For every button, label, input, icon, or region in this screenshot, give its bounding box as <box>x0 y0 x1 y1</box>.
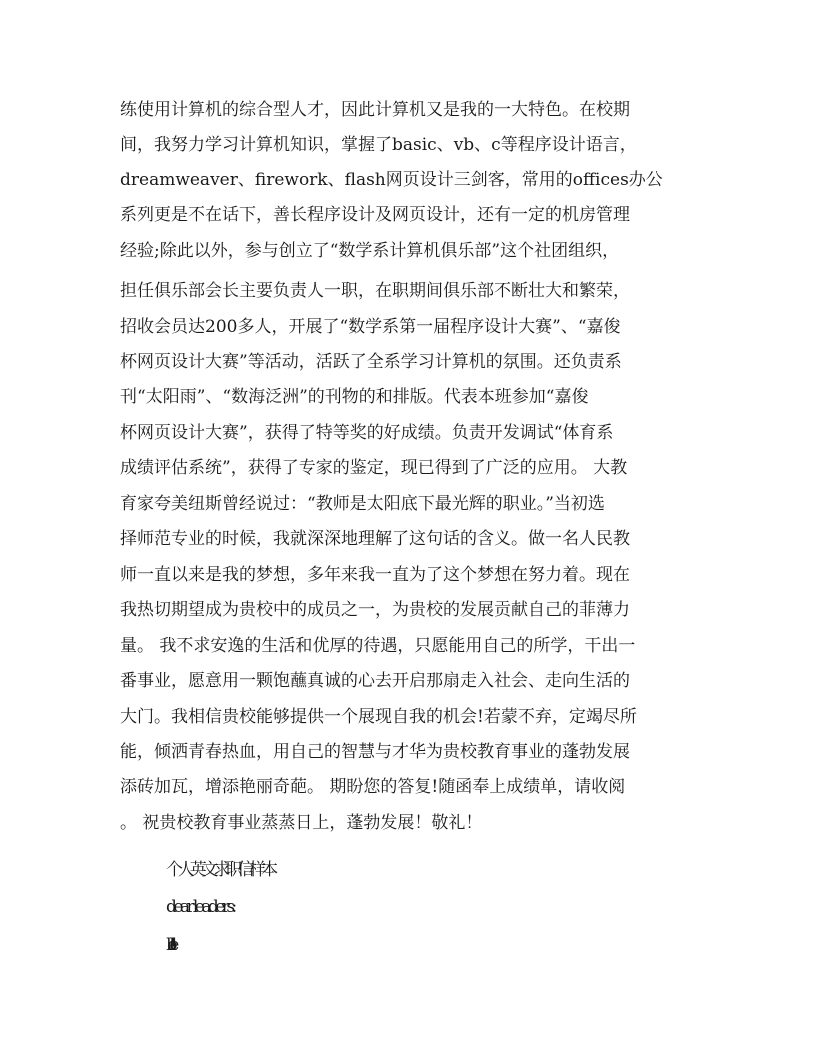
body-line: 能，倾洒青春热血，用自己的智慧与才华为贵校教育事业的蓬勃发展 <box>120 742 630 762</box>
body-line: 招收会员达200多人，开展了“数学系第一届程序设计大赛”、“嘉俊 <box>120 317 621 337</box>
body-line: dreamweaver、firework、flash网页设计三剑客，常用的offices办公 <box>120 170 663 190</box>
body-line: 师一直以来是我的梦想，多年来我一直为了这个梦想在努力着。现在 <box>120 565 630 585</box>
body-line: 我热切期望成为贵校中的成员之一，为贵校的发展贡献自己的菲薄力 <box>120 600 630 620</box>
body-line: 杯网页设计大赛”等活动，活跃了全系学习计算机的氛围。还负责系 <box>120 352 622 372</box>
body-line: 担任俱乐部会长主要负责人一职，在职期间俱乐部不断壮大和繁荣， <box>120 281 630 301</box>
body-line: 番事业，愿意用一颗饱蘸真诚的心去开启那扇走入社会、走向生活的 <box>120 671 630 691</box>
body-line: 杯网页设计大赛”，获得了特等奖的好成绩。负责开发调试“体育系 <box>120 423 614 443</box>
body-line: 经验;除此以外，参与创立了“数学系计算机俱乐部”这个社团组织， <box>120 241 620 261</box>
body-line: 添砖加瓦，增添艳丽奇葩。 期盼您的答复!随函奉上成绩单，请收阅 <box>120 777 626 797</box>
greeting: hello! <box>166 935 169 955</box>
body-line: 育家夸美纽斯曾经说过：“教师是太阳底下最光辉的职业。”当初选 <box>120 494 605 514</box>
section-title: 个人英文求职信样本 <box>166 860 274 880</box>
body-line: 。 祝贵校教育事业蒸蒸日上，蓬勃发展！敬礼！ <box>120 813 483 833</box>
body-line: 大门。我相信贵校能够提供一个展现自我的机会!若蒙不弃，定竭尽所 <box>120 707 637 727</box>
body-line: 成绩评估系统”，获得了专家的鉴定，现已得到了广泛的应用。 大教 <box>120 458 628 478</box>
body-line: 练使用计算机的综合型人才，因此计算机又是我的一大特色。在校期 <box>120 100 630 120</box>
salutation: dear leaders: <box>166 897 234 917</box>
body-line: 量。 我不求安逸的生活和优厚的待遇，只愿能用自己的所学，干出一 <box>120 636 636 656</box>
body-line: 择师范专业的时候，我就深深地理解了这句话的含义。做一名人民教 <box>120 529 630 549</box>
body-line: 间，我努力学习计算机知识，掌握了basic、vb、c等程序设计语言， <box>120 135 637 155</box>
body-line: 系列更是不在话下，善长程序设计及网页设计，还有一定的机房管理 <box>120 205 630 225</box>
body-line: 刊“太阳雨”、“数海泛洲”的刊物的和排版。代表本班参加“嘉俊 <box>120 387 589 407</box>
